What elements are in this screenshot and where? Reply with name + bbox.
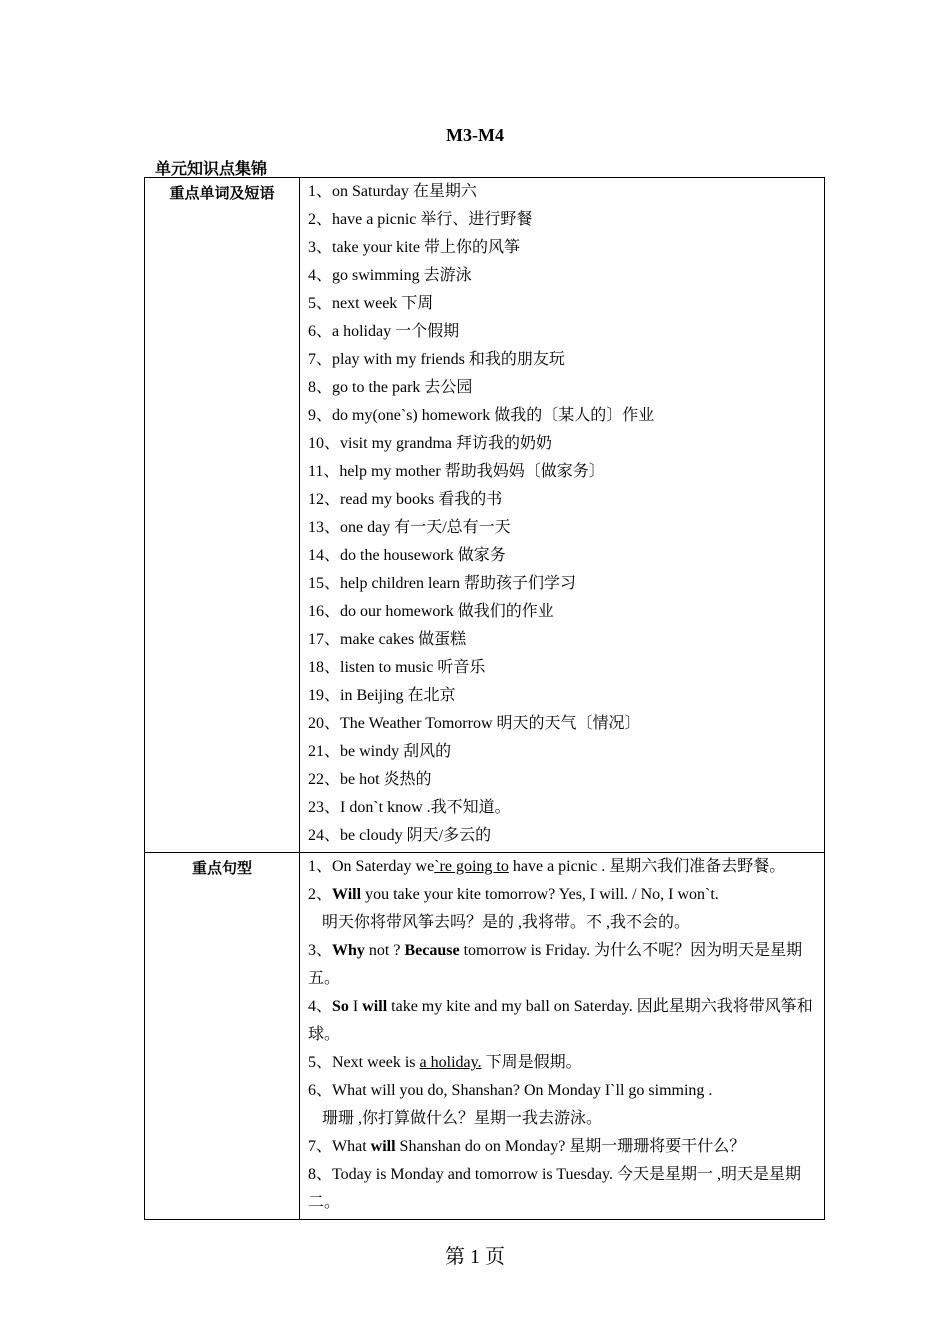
sentence-translation: 珊珊 ,你打算做什么？星期一我去游泳。 — [322, 1110, 603, 1127]
bold-text: Why — [332, 942, 365, 959]
list-item: 12、read my books 看我的书 — [308, 491, 503, 508]
text-span: not ? — [364, 942, 405, 959]
knowledge-table — [144, 177, 825, 1220]
list-item: 15、help children learn 帮助孩子们学习 — [308, 575, 576, 592]
text-span: I — [348, 998, 363, 1015]
list-item: 10、visit my grandma 拜访我的奶奶 — [308, 435, 552, 452]
text-span: 7、What — [308, 1138, 371, 1155]
text-span: 下周是假期。 — [481, 1054, 582, 1071]
list-item: 6、a holiday 一个假期 — [308, 323, 460, 340]
list-item: 11、help my mother 帮助我妈妈〔做家务〕 — [308, 463, 605, 480]
bold-text: Because — [404, 942, 460, 959]
vocab-label: 重点单词及短语 — [145, 178, 300, 853]
underlined-text: a holiday. — [419, 1054, 482, 1071]
list-item: 20、The Weather Tomorrow 明天的天气〔情况〕 — [308, 715, 641, 732]
bold-text: So — [332, 998, 349, 1015]
list-item: 24、be cloudy 阴天/多云的 — [308, 827, 492, 844]
list-item: 4、go swimming 去游泳 — [308, 267, 472, 284]
text-span: 1、On Saterday we — [308, 858, 435, 875]
list-item: 17、make cakes 做蛋糕 — [308, 631, 467, 648]
page-title: M3-M4 — [446, 125, 504, 145]
list-item: 8、go to the park 去公园 — [308, 379, 473, 396]
sentence-item: 6、What will you do, Shanshan? On Monday I`ll go simming . — [308, 1082, 713, 1099]
sentence-item — [308, 881, 816, 909]
sentence-item: 8、Today is Monday and tomorrow is Tuesday. 今天是星期一 ,明天是星期二。 — [308, 1166, 801, 1211]
sentence-list — [300, 853, 825, 1220]
list-item: 9、do my(one`s) homework 做我的〔某人的〕作业 — [308, 407, 655, 424]
underlined-text: `re going to — [434, 858, 509, 875]
list-item: 22、be hot 炎热的 — [308, 771, 432, 788]
bold-text: will — [370, 1138, 396, 1155]
text-span: you take your kite tomorrow? Yes, I will. / No, I won`t. — [361, 886, 719, 903]
list-item: 14、do the housework 做家务 — [308, 547, 506, 564]
list-item: 19、in Beijing 在北京 — [308, 687, 456, 704]
bold-text: Will — [332, 886, 362, 903]
bold-text: will — [362, 998, 388, 1015]
section-subtitle: 单元知识点集锦 — [155, 159, 268, 178]
vocab-list — [300, 178, 825, 853]
table-row — [145, 178, 825, 853]
list-item: 18、listen to music 听音乐 — [308, 659, 486, 676]
list-item: 1、on Saturday 在星期六 — [308, 183, 477, 200]
table-row — [145, 853, 825, 1220]
list-item: 21、be windy 刮风的 — [308, 743, 452, 760]
text-span: 5、Next week is — [308, 1054, 420, 1071]
list-item: 2、have a picnic 举行、进行野餐 — [308, 211, 533, 228]
text-span: 2、 — [308, 886, 333, 903]
list-item: 13、one day 有一天/总有一天 — [308, 519, 511, 536]
list-item: 5、next week 下周 — [308, 295, 434, 312]
page-number: 第 1 页 — [445, 1246, 505, 1268]
list-item: 23、I don`t know .我不知道。 — [308, 799, 511, 816]
sentence-item — [308, 1133, 816, 1161]
text-span: 4、 — [308, 998, 333, 1015]
text-span: tomorrow is Friday. 为什么不呢？因为明天是星期五。 — [308, 942, 803, 987]
sentence-translation: 明天你将带风筝去吗？是的 ,我将带。不 ,我不会的。 — [322, 914, 691, 931]
list-item: 3、take your kite 带上你的风筝 — [308, 239, 520, 256]
text-span: take my kite and my ball on Saterday. 因此星期六我将带风筝和球。 — [308, 998, 813, 1043]
text-span: 3、 — [308, 942, 333, 959]
sentence-item — [308, 937, 816, 993]
text-span: have a picnic . 星期六我们准备去野餐。 — [508, 858, 786, 875]
sentence-item — [308, 1049, 816, 1077]
sentence-item — [308, 853, 816, 881]
list-item: 16、do our homework 做我们的作业 — [308, 603, 554, 620]
text-span: Shanshan do on Monday? 星期一珊珊将要干什么？ — [395, 1138, 746, 1155]
list-item: 7、play with my friends 和我的朋友玩 — [308, 351, 565, 368]
sentence-label: 重点句型 — [145, 853, 300, 1220]
sentence-item — [308, 993, 816, 1049]
